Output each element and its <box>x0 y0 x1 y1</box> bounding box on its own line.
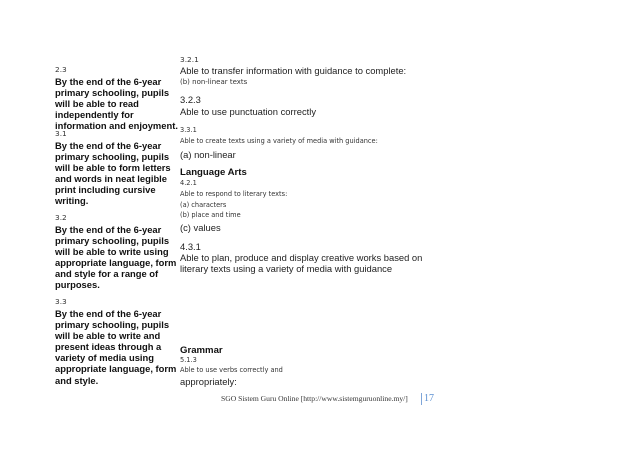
page-number: 17 <box>424 393 434 404</box>
section-heading-grammar: Grammar <box>180 345 223 356</box>
section-code: 3.2 <box>55 213 67 222</box>
text-line: and style. <box>55 374 99 386</box>
text-line: present ideas through a <box>55 341 162 353</box>
text-line: purposes. <box>55 279 100 291</box>
text-line: and words in neat legible <box>55 173 167 185</box>
list-item: (a) characters <box>180 201 227 209</box>
skill-sub: appropriately: <box>180 376 237 387</box>
skill-text: Able to use verbs correctly and <box>180 366 283 374</box>
skill-code: 3.3.1 <box>180 126 197 134</box>
skill-text: Able to respond to literary texts: <box>180 190 288 198</box>
text-line: By the end of the 6-year <box>55 76 162 87</box>
text-line: By the end of the 6-year <box>55 224 162 235</box>
skill-code: 3.2.3 <box>180 94 201 105</box>
standard-text-3-3 <box>55 308 176 386</box>
skill-code: 5.1.3 <box>180 356 197 364</box>
text-line: By the end of the 6-year <box>55 308 162 319</box>
text-line: Able to plan, produce and display creative works based on <box>180 252 423 263</box>
skill-text: Able to create texts using a variety of media with guidance: <box>180 137 378 145</box>
text-line: By the end of the 6-year <box>55 140 162 151</box>
standard-text-3-1 <box>55 140 171 207</box>
skill-code: 3.2.1 <box>180 55 199 64</box>
text-line: primary schooling, pupils <box>55 319 170 331</box>
text-line: primary schooling, pupils <box>55 151 170 163</box>
text-line: writing. <box>55 195 89 207</box>
section-code: 3.1 <box>55 129 67 138</box>
text-line: will be able to write and <box>55 330 161 342</box>
skill-code: 4.2.1 <box>180 179 197 187</box>
skill-text: Able to transfer information with guidance to complete: <box>180 65 407 76</box>
footer-text: SGO Sistem Guru Online [http://www.sistemguruonline.my/] <box>221 394 408 403</box>
footer-separator <box>421 393 422 405</box>
skill-code: 4.3.1 <box>180 241 201 252</box>
text-line: appropriate language, form <box>55 363 177 375</box>
section-heading-language-arts: Language Arts <box>180 167 247 178</box>
standard-text-3-2 <box>55 224 176 291</box>
text-line: will be able to write using <box>55 246 169 258</box>
text-line: appropriate language, form <box>55 257 177 269</box>
section-code: 2.3 <box>55 65 67 74</box>
skill-sub: (b) non-linear texts <box>180 78 248 86</box>
text-line: independently for <box>55 109 134 121</box>
skill-sub: (a) non-linear <box>180 149 236 160</box>
skill-text: Able to use punctuation correctly <box>180 106 317 117</box>
text-line: will be able to read <box>55 98 139 110</box>
text-line: variety of media using <box>55 352 154 364</box>
standard-text-2-3 <box>55 76 178 131</box>
text-line: print including cursive <box>55 184 156 196</box>
section-code: 3.3 <box>55 297 67 306</box>
text-line: information and enjoyment. <box>55 120 178 132</box>
text-line: will be able to form letters <box>55 162 171 174</box>
text-line: and style for a range of <box>55 268 159 280</box>
text-line: literary texts using a variety of media with guidance <box>180 263 393 274</box>
text-line: primary schooling, pupils <box>55 87 170 99</box>
list-item: (b) place and time <box>180 211 241 219</box>
skill-sub: (c) values <box>180 222 221 233</box>
text-line: primary schooling, pupils <box>55 235 170 247</box>
skill-text-4-3-1 <box>180 252 422 274</box>
